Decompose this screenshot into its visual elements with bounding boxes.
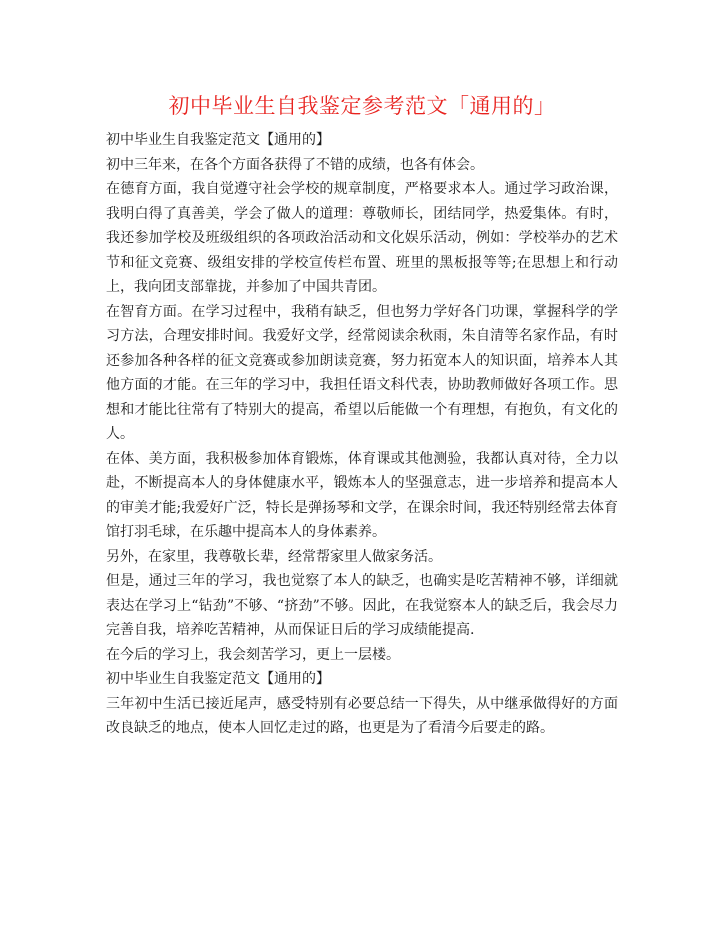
document-title: 初中毕业生自我鉴定参考范文「通用的」 [168,94,556,118]
paragraph: 在德育方面，我自觉遵守社会学校的规章制度，严格要求本人。通过学习政治课，我明白得了真善美，学会了做人的道理：尊敬师长，团结同学，热爱集体。有时，我还参加学校及班级组织的各项政治活动和文化娱乐活动，例如：学校举办的艺术节和征文竞赛、级组安排的学校宣传栏布置、班里的黑板报等等;在思想上和行动上，我向团支部靠拢，并参加了中国共青团。 [106,181,618,295]
paragraph: 三年初中生活已接近尾声，感受特别有必要总结一下得失，从中继承做得好的方面改良缺乏的地点，使本人回忆走过的路，也更是为了看清今后要走的路。 [106,695,618,736]
paragraph: 在智育方面。在学习过程中，我稍有缺乏，但也努力学好各门功课，掌握科学的学习方法，合理安排时间。我爱好文学，经常阅读余秋雨，朱自清等名家作品，有时还参加各种各样的征文竞赛或参加朗读竞赛，努力拓宽本人的知识面，培养本人其他方面的才能。在三年的学习中，我担任语文科代表，协助教师做好各项工作。思想和才能比往常有了特别大的提高，希望以后能做一个有理想，有抱负，有文化的人。 [106,303,618,442]
document-body [106,128,618,741]
section-heading: 初中毕业生自我鉴定范文【通用的】 [106,671,330,687]
paragraph: 初中三年来，在各个方面各获得了不错的成绩，也各有体会。 [106,156,484,173]
paragraph: 在今后的学习上，我会刻苦学习，更上一层楼。 [106,646,400,663]
paragraph: 但是，通过三年的学习，我也觉察了本人的缺乏，也确实是吃苦精神不够，详细就表达在学习上“钻劲”不够、“挤劲”不够。因此，在我觉察本人的缺乏后，我会尽力完善自我，培养吃苦精神，从而保证日后的学习成绩能提高. [106,573,618,638]
paragraph: 在体、美方面，我积极参加体育锻炼，体育课或其他测验，我都认真对待，全力以赴，不断提高本人的身体健康水平，锻炼本人的坚强意志，进一步培养和提高本人的审美才能;我爱好广泛，特长是弹扬琴和文学，在课余时间，我还特别经常去体育馆打羽毛球，在乐趣中提高本人的身体素养。 [106,450,618,540]
section-heading: 初中毕业生自我鉴定范文【通用的】 [106,132,330,148]
paragraph: 另外，在家里，我尊敬长辈，经常帮家里人做家务活。 [106,548,442,565]
document-page [106,90,618,741]
